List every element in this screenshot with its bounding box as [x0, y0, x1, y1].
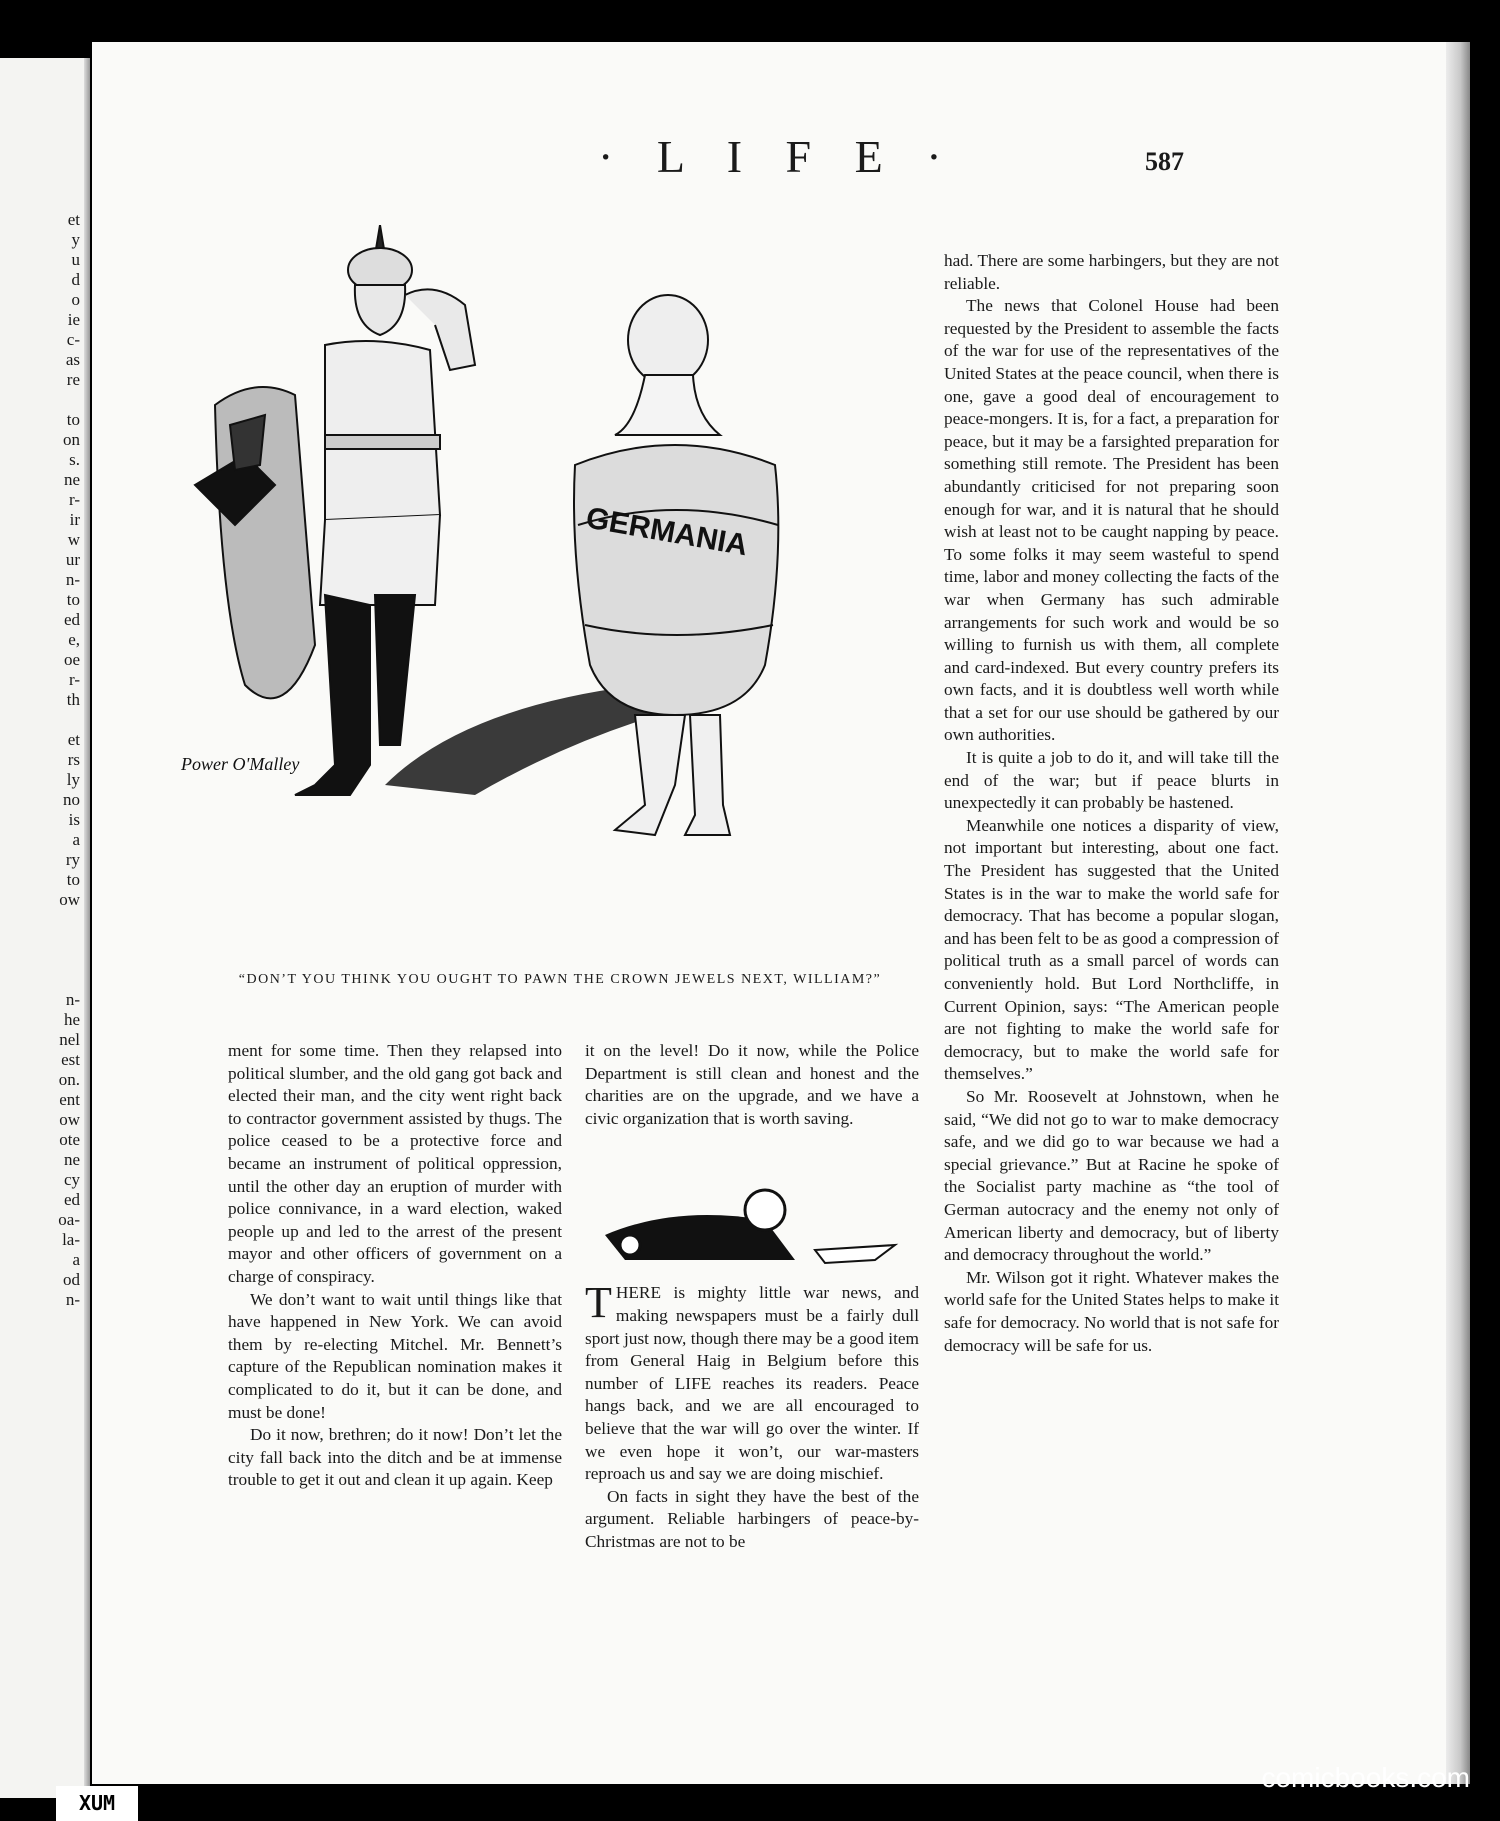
left-page-fragment-line: nel — [59, 1030, 80, 1049]
left-page-fragment-line: on — [63, 430, 80, 449]
left-page-fragment-line: y — [71, 230, 80, 249]
left-page-fragment-line: n- — [65, 1290, 80, 1309]
column-3 — [944, 250, 1279, 1357]
left-page-fragment-line: ir — [69, 510, 80, 529]
left-page-fragment-line: e, — [68, 630, 80, 649]
barrel-label: GERMANIA — [583, 501, 751, 563]
column-3-paragraph-5: So Mr. Roosevelt at Johnstown, when he said, “We did not go to war to make democracy safe, and we did go to war because we had a special grievance.” But at Racine he spoke of the Socialist party machine as “the tool of German autocracy and the enemy not only of American liberty and democracy, but of liberty and democracy throughout the world.” — [944, 1086, 1279, 1265]
left-page-fragment-line: ow — [59, 890, 80, 909]
left-page-fragment-line: n- — [65, 990, 80, 1009]
column-1-paragraph-1: ment for some time. Then they relapsed into political slumber, and the old gang got back and elected their man, and the city went right back to contractor government assisted by thugs. The police ceased to be a protective force and became an instrument of political oppression, until the other day an eruption of murder with police connivance, in a ward election, waked people up and led to the arrest of the present mayor and other officers of government on a charge of conspiracy. — [228, 1041, 562, 1286]
left-page-fragment-line: no — [63, 790, 80, 809]
column-1-paragraph-2: We don’t want to wait until things like that have happened in New York. We can avoid them by re-electing Mitchel. Mr. Bennett’s capture of the Republican nomination makes it complicated to do it, but it can be done, and must be done! — [228, 1289, 562, 1422]
left-page-fragment-line: is — [68, 810, 80, 829]
column-3-paragraph-4: Meanwhile one notices a disparity of view, not important but interesting, about one fact. The President has suggested that the United States is in the war to make the world safe for democracy. That has become a popular slogan, and has been felt to be as good a compression of political truth as a small parcel of words can conveniently hold. But Lord Northcliffe, in Current Opinion, says: “The American people are not fighting to make the world safe for democracy, but to make the world safe for themselves.” — [944, 815, 1279, 1084]
left-page-fragment-line: o — [71, 290, 80, 309]
left-page-fragment-line: la- — [62, 1230, 80, 1249]
page-number: 587 — [1145, 147, 1184, 176]
left-page-fragment-line: u — [71, 250, 80, 269]
site-watermark: comicbooks.com — [1261, 1762, 1470, 1793]
left-page-fragment-line: th — [66, 690, 80, 709]
left-page-fragment-line: w — [67, 530, 80, 549]
column-2-paragraph-2: On facts in sight they have the best of the argument. Reliable harbingers of peace-by-Christmas are not to be — [585, 1486, 919, 1551]
left-page-fragment — [0, 58, 90, 1798]
artist-signature: Power O'Malley — [181, 754, 300, 774]
left-page-fragment-line: ed — [63, 1190, 80, 1209]
cartoon-illustration — [175, 225, 895, 975]
vignette-small-face — [620, 1235, 640, 1255]
left-page-fragment-line: a — [72, 1250, 80, 1269]
left-page-fragment-line: he — [63, 1010, 80, 1029]
left-page-fragment-line: on. — [58, 1070, 80, 1089]
left-page-fragment-line: r- — [69, 490, 80, 509]
left-page-fragment-line: et — [67, 730, 80, 749]
column-1-paragraph-3: Do it now, brethren; do it now! Don’t let the city fall back into the ditch and be at immense trouble to get it out and clean it up again. Keep — [228, 1425, 562, 1490]
decorative-vignette — [595, 1165, 915, 1275]
left-page-fragment-line: ed — [63, 610, 80, 629]
drop-cap: T — [585, 1278, 612, 1328]
column-3-paragraph-1: had. There are some harbingers, but they are not reliable. — [944, 251, 1279, 293]
left-page-fragment-line: est — [61, 1050, 80, 1069]
left-page-fragment-line: ne — [63, 470, 80, 489]
left-page-fragment-line: et — [67, 210, 80, 229]
left-page-fragment-line: c- — [66, 330, 80, 349]
xum-badge: XUM — [56, 1786, 138, 1821]
page-edge-shadow — [1446, 42, 1470, 1784]
left-page-fragment-line: ow — [59, 1110, 80, 1129]
left-page-fragment-line: r- — [69, 670, 80, 689]
column-2-lead-text: HERE is mighty little war news, and making newspapers must be a fairly dull sport just now, though there may be a good item from General Haig in Belgium before this number of LIFE reaches its readers. Peace hangs back, and we are all encouraged to believe that the war will go over the winter. If we even hope it won’t, our war-masters reproach us and say we are doing mischief. — [585, 1283, 919, 1484]
left-page-fragment-line: d — [71, 270, 80, 289]
left-page-fragment-line: oe — [63, 650, 80, 669]
left-page-fragment-line: to — [66, 590, 80, 609]
left-page-fragment-line: re — [66, 370, 80, 389]
left-page-fragment-line: od — [63, 1270, 80, 1289]
column-1 — [228, 1040, 562, 1492]
left-page-fragment-line: ent — [59, 1090, 80, 1109]
left-page-fragment-line: oa- — [58, 1210, 80, 1229]
left-page-fragment-line: as — [65, 350, 80, 369]
column-2-top-paragraph: it on the level! Do it now, while the Police Department is still clean and honest and the charities are on the upgrade, and we have a civic organization that is worth saving. — [585, 1041, 919, 1128]
cartoon-caption: “DON’T YOU THINK YOU OUGHT TO PAWN THE CROWN JEWELS NEXT, WILLIAM?” — [238, 972, 882, 987]
left-page-fragment-line: to — [66, 870, 80, 889]
left-page-edge — [84, 58, 90, 1798]
kaiser-figure — [195, 225, 475, 795]
column-2 — [585, 1040, 919, 1554]
left-page-fragment-line: ly — [66, 770, 80, 789]
masthead-life: · L I F E · — [598, 131, 958, 182]
column-2-lead-paragraph — [585, 1278, 919, 1485]
vignette-face — [745, 1190, 785, 1230]
left-page-fragment-line: n- — [65, 570, 80, 589]
left-page-fragment-line: cy — [63, 1170, 80, 1189]
left-page-fragment-line: ne — [63, 1150, 80, 1169]
germania-figure — [574, 295, 778, 835]
left-page-fragment-line: to — [66, 410, 80, 429]
left-page-fragment-line: s. — [69, 450, 80, 469]
vignette-papers — [815, 1245, 895, 1263]
left-page-fragment-line: a — [72, 830, 80, 849]
left-page-fragment-line: ote — [59, 1130, 80, 1149]
column-3-paragraph-6: Mr. Wilson got it right. Whatever makes the world safe for the United States helps to make it safe for democracy. No world that is not safe for democracy will be safe for us. — [944, 1267, 1279, 1355]
left-page-fragment-line: ry — [65, 850, 80, 869]
left-page-fragment-line: rs — [67, 750, 80, 769]
left-page-fragment-line: ur — [65, 550, 80, 569]
column-3-paragraph-3: It is quite a job to do it, and will take till the end of the war; but if peace blurts in unexpectedly it can probably be hastened. — [944, 748, 1279, 813]
column-3-paragraph-2: The news that Colonel House had been requested by the President to assemble the facts of the war for use of the representatives of the United States at the peace council, when there is one, gave a good deal of encouragement to peace-mongers. It is, for a fact, a preparation for peace, but it may be a farsighted preparation for something still remote. The President has been abundantly criticised for not preparing soon enough for war, and it is natural that he should wish at least not to be caught napping by peace. To some folks it may seem wasteful to spend time, labor and money collecting the facts of the war when Germany has such admirable arrangements for such work and would be so willing to furnish us with them, all complete and card-indexed. But every country prefers its own facts, and it is doubtless well worth while that a set for our use should be gathered by our own authorities. — [944, 296, 1279, 745]
left-page-fragment-line: ie — [67, 310, 80, 329]
